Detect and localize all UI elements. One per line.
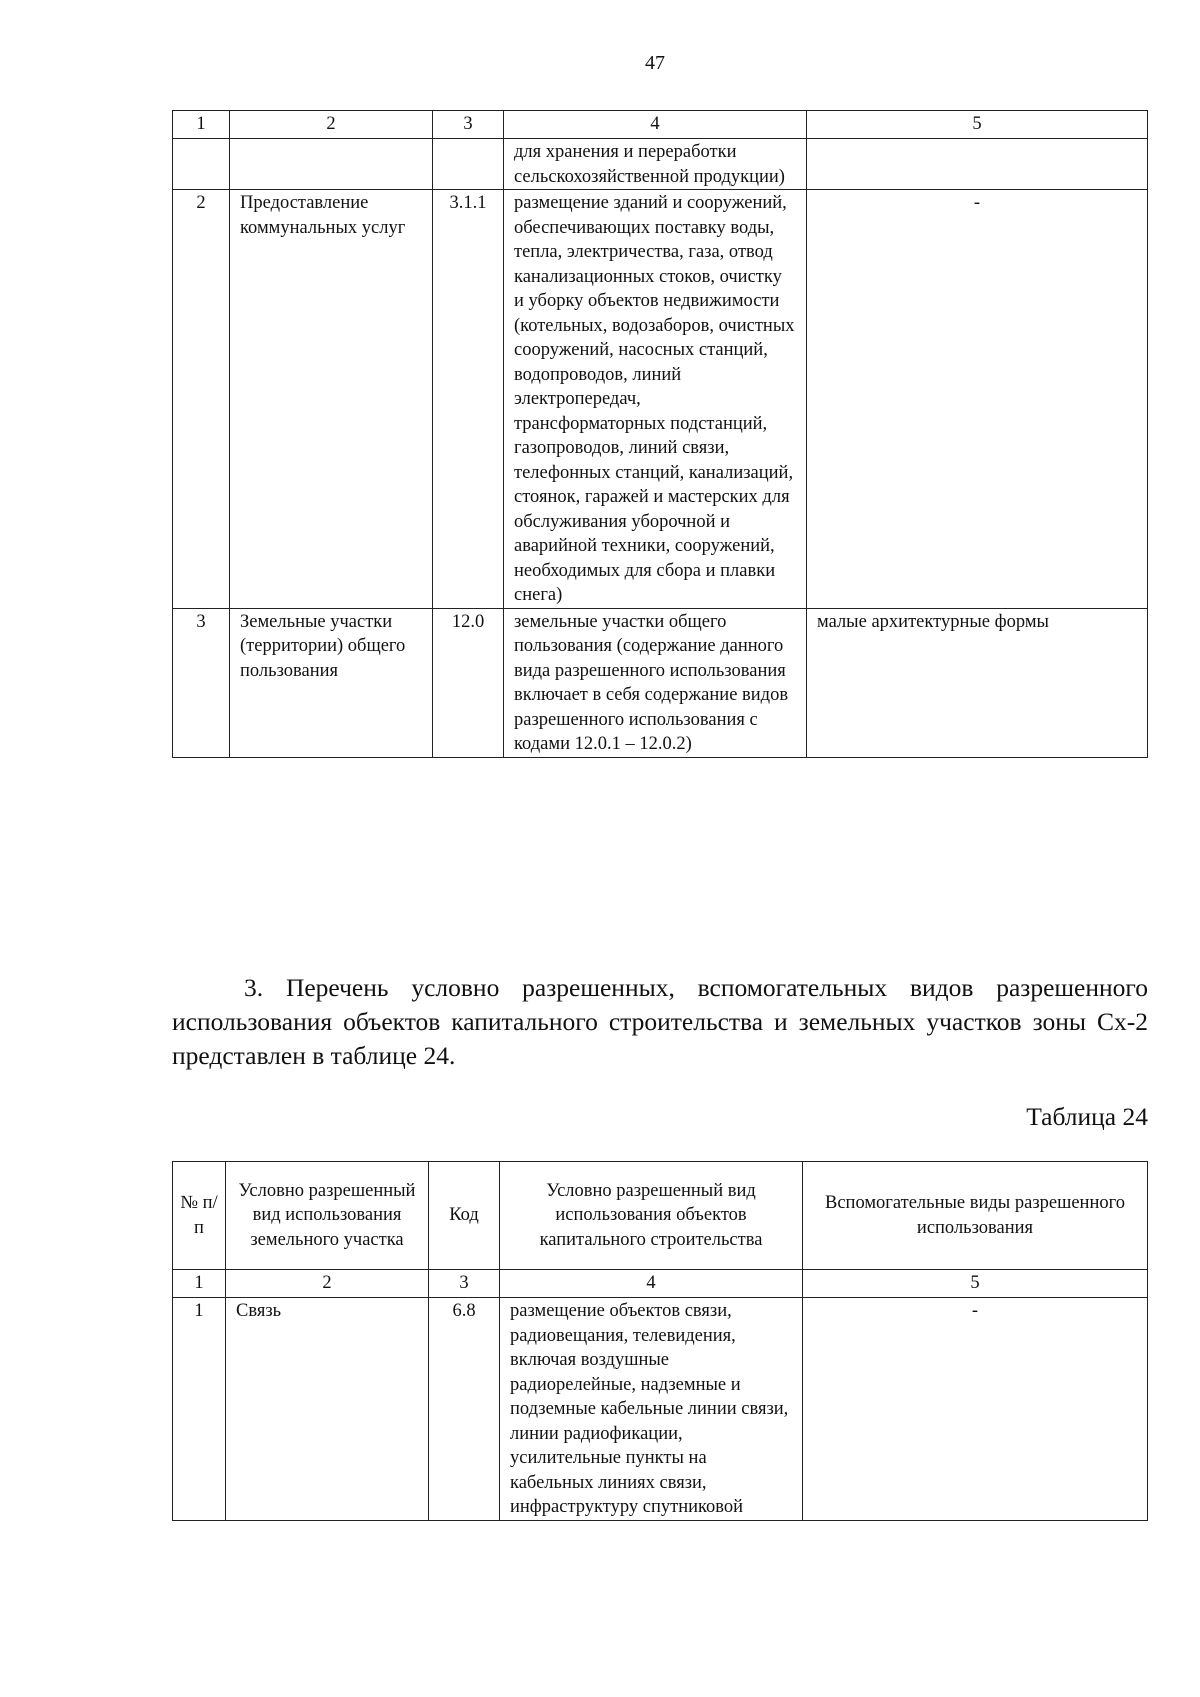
land-use-name [230, 139, 433, 190]
use-description: земельные участки общего пользования (содержание данного вида разрешенного использования включает в себя содержание видов разрешенного использования с кодами 12.0.1 – 12.0.2) [504, 608, 807, 757]
column-number: 4 [504, 111, 807, 139]
body-paragraph: 3. Перечень условно разрешенных, вспомогательных видов разрешенного использования объектов капитального строительства и земельных участков зоны Сх-2 представлен в таблице 24. [172, 973, 1148, 1070]
header-land-use: Условно разрешенный вид использования земельного участка [226, 1162, 429, 1270]
auxiliary-uses: малые архитектурные формы [807, 608, 1148, 757]
header-row-number: № п/п [173, 1162, 226, 1270]
table-caption: Таблица 24 [1026, 1102, 1148, 1131]
column-number-row [173, 1270, 1148, 1298]
row-number: 1 [173, 1298, 226, 1521]
column-number: 3 [429, 1270, 500, 1298]
column-number: 1 [173, 1270, 226, 1298]
table-header-row [173, 1162, 1148, 1270]
auxiliary-uses: - [807, 190, 1148, 609]
column-number-row [173, 111, 1148, 139]
row-number: 3 [173, 608, 230, 757]
use-code: 6.8 [429, 1298, 500, 1521]
column-number: 5 [807, 111, 1148, 139]
use-description: для хранения и переработки сельскохозяйственной продукции) [504, 139, 807, 190]
auxiliary-uses [807, 139, 1148, 190]
use-description: размещение зданий и сооружений, обеспечивающих поставку воды, тепла, электричества, газа, отвод канализационных стоков, очистку и уборку объектов недвижимости (котельных, водозаборов, очистных сооружений, насосных станций, водопроводов, линий электропередач, трансформаторных подстанций, газопроводов, линий связи, телефонных станций, канализаций, стоянок, гаражей и мастерских для обслуживания уборочной и аварийной техники, сооружений, необходимых для сбора и плавки снега) [504, 190, 807, 609]
use-code: 12.0 [433, 608, 504, 757]
table-row [173, 190, 1148, 609]
column-number: 2 [230, 111, 433, 139]
column-number: 5 [803, 1270, 1148, 1298]
column-number: 1 [173, 111, 230, 139]
column-number: 2 [226, 1270, 429, 1298]
land-use-table-continued [172, 110, 1148, 758]
table-row [173, 608, 1148, 757]
use-code: 3.1.1 [433, 190, 504, 609]
land-use-name: Предоставление коммунальных услуг [230, 190, 433, 609]
auxiliary-uses: - [803, 1298, 1148, 1521]
use-code [433, 139, 504, 190]
table-24 [172, 1161, 1148, 1521]
header-capital-use: Условно разрешенный вид использования объектов капитального строительства [500, 1162, 803, 1270]
land-use-name: Связь [226, 1298, 429, 1521]
table-row [173, 139, 1148, 190]
land-use-name: Земельные участки (территории) общего пользования [230, 608, 433, 757]
header-auxiliary: Вспомогательные виды разрешенного использования [803, 1162, 1148, 1270]
column-number: 3 [433, 111, 504, 139]
column-number: 4 [500, 1270, 803, 1298]
row-number [173, 139, 230, 190]
header-code: Код [429, 1162, 500, 1270]
use-description: размещение объектов связи, радиовещания, телевидения, включая воздушные радиорелейные, надземные и подземные кабельные линии связи, линии радиофикации, усилительные пункты на кабельных линиях связи, инфраструктуру спутниковой [500, 1298, 803, 1521]
page-number: 47 [645, 52, 665, 74]
row-number: 2 [173, 190, 230, 609]
table-row [173, 1298, 1148, 1521]
